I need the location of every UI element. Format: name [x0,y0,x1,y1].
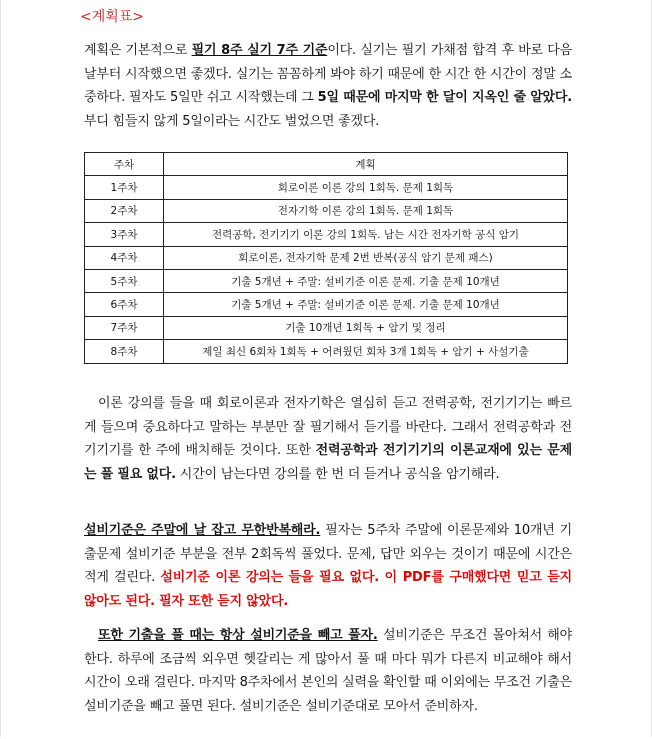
standards-red-note: 설비기준 이론 강의는 들을 필요 없다. 이 PDF를 구매했다면 믿고 듣지 않아도 된다. 필자 또한 듣지 않았다. [84,570,572,609]
table-row [85,269,568,292]
row-week: 5주차 [85,269,164,292]
row-plan: 회로이론, 전자기학 문제 2번 반복(공식 암기 문제 패스) [164,246,568,269]
intro-text-1: 계획은 기본적으로 [84,43,192,58]
row-week: 6주차 [85,293,164,316]
row-plan: 전자기학 이론 강의 1회독. 문제 1회독 [164,199,568,222]
table-header-row [85,153,568,176]
exam-text: 설비기준은 무조건 몰아쳐서 해야 한다. 하루에 조금씩 외우면 헷갈리는 게 많아서 풀 때 마다 뭐가 다른지 비교해야 해서 시간이 오래 걸린다. 마지막 8주차에서 본인의 실력을 확인할 때 이외에는 무조건 기출은 설비기준을 빼고 풀면 된다. 설비기준은 설비기준대로 모아서 준비하자. [84,628,572,714]
row-week: 1주차 [85,176,164,199]
table-row [85,246,568,269]
table-row [85,340,568,363]
row-week: 8주차 [85,340,164,363]
lecture-paragraph [84,392,572,486]
lecture-text-1: 이론 강의를 들을 때 회로이론과 전자기학은 열심히 듣고 전력공학, 전기기기는 빠르게 들으며 중요하다고 말하는 부분만 잘 필기해서 듣기를 바란다. 그래서 전력공학과 전기기기를 한 주에 배치해둔 것이다. 또한 [84,396,572,458]
row-week: 2주차 [85,199,164,222]
row-plan: 전력공학, 전기기기 이론 강의 1회독. 남는 시간 전자기학 공식 암기 [164,223,568,246]
row-plan: 회로이론 이론 강의 1회독. 문제 1회독 [164,176,568,199]
header-week: 주차 [85,153,164,176]
plan-table [84,152,568,364]
standards-paragraph [84,519,572,613]
row-plan: 기출 5개년 + 주말: 설비기준 이론 문제. 기출 문제 10개년 [164,293,568,316]
intro-paragraph [84,39,572,133]
table-row [85,293,568,316]
row-plan: 기출 10개년 1회독 + 암기 및 정리 [164,316,568,339]
lecture-emphasis: 전력공학과 전기기기의 이론교재에 있는 문제는 풀 필요 없다. [84,443,572,482]
intro-emphasis-five-days: 5일 때문에 마지막 한 달이 지옥인 줄 알았다. [317,90,573,105]
lecture-text-2: 시간이 남는다면 강의를 한 번 더 듣거나 공식을 암기해라. [175,466,500,482]
table-row [85,316,568,339]
table-row [85,199,568,222]
row-week: 7주차 [85,316,164,339]
exam-emphasis: 또한 기출을 풀 때는 항상 설비기준을 빼고 풀자. [98,628,378,643]
table-row [85,223,568,246]
standards-text: 필자는 5주차 주말에 이론문제와 10개년 기출문제 설비기준 부분을 전부 2회독씩 풀었다. 문제, 답만 외우는 것이기 때문에 시간은 적게 걸린다. [84,523,572,585]
row-week: 4주차 [85,246,164,269]
exam-paragraph [84,624,572,718]
row-plan: 제일 최신 6회차 1회독 + 어려웠던 회차 3개 1회독 + 암기 + 사설기출 [164,340,568,363]
table-row [85,176,568,199]
section-heading: <계획표> [80,9,145,25]
intro-emphasis-plan: 필기 8주 실기 7주 기준 [191,43,328,58]
row-week: 3주차 [85,223,164,246]
intro-text-3: 부디 힘들지 않게 5일이라는 시간도 벌었으면 좋겠다. [84,113,380,129]
intro-text-2: 이다. 실기는 필기 가채점 합격 후 바로 다음 날부터 시작했으면 좋겠다. 실기는 꼼꼼하게 봐야 하기 때문에 한 시간 한 시간이 정말 소중하다. 필자도 5일만 쉬고 시작했는데 그 [84,43,573,105]
header-plan: 계획 [164,153,568,176]
row-plan: 기출 5개년 + 주말: 설비기준 이론 문제. 기출 문제 10개년 [164,269,568,292]
standards-emphasis: 설비기준은 주말에 날 잡고 무한반복해라. [84,523,321,538]
